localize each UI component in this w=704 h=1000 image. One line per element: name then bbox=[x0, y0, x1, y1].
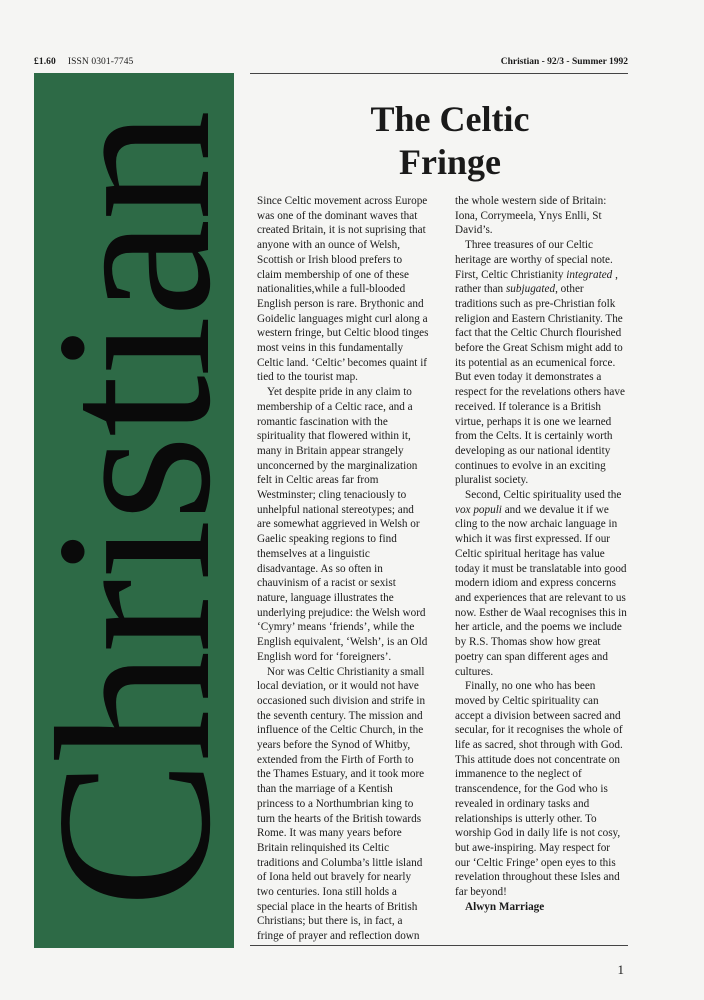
author-byline: Alwyn Marriage bbox=[465, 900, 545, 913]
paragraph-5-text-a: Second, Celtic spirituality used the bbox=[465, 489, 622, 502]
page-number: 1 bbox=[617, 962, 624, 977]
article-title bbox=[320, 98, 580, 184]
paragraph-4-text-b: , rather than bbox=[455, 268, 618, 296]
price-issn bbox=[34, 57, 133, 67]
masthead-panel bbox=[11, 73, 257, 948]
issn: ISSN 0301-7745 bbox=[67, 57, 134, 67]
paragraph-4 bbox=[455, 238, 627, 488]
emphasis-integrated: integrated bbox=[566, 268, 613, 281]
issue-info: Christian - 92/3 - Summer 1992 bbox=[500, 57, 628, 67]
paragraph-3: Nor was Celtic Christianity a small local deviation, or it would not have occasioned such division and strife in the seventh century. The mission and influence of the Celtic Church, in the years before the Synod of Whitby, extended from the Firth of Forth to the Thames Estuary, and it took more than the marriage of a Kentish princess to a Northumbrian king to turn the hearts of the British towards Rome. It was many years before Britain relinquished its Celtic traditions and Columba’s little island of Iona held out bravely for nearly two centuries. Iona still holds a special place in the hearts of British Christians; but there is, in fact, a fringe of prayer and reflection down the whole western side of Britain: Iona, Corrymeela, Ynys Enlli, St David’s. bbox=[257, 195, 607, 943]
emphasis-vox-populi: vox populi bbox=[455, 503, 502, 516]
paragraph-5-text-b: and we devalue it if we cling to the now archaic language in which it was first expressed. If our Celtic spiritual heritage has value today it must be translatable into good modern idiom and express concerns and experiences that are relevant to us now. Esther de Waal recognises this in her article, and the poems we include by R.S. Thomas show how great poetry can span different ages and cultures. bbox=[455, 503, 627, 678]
paragraph-6: Finally, no one who has been moved by Celtic spirituality can accept a division between sacred and secular, for it recognises the whole of life as sacred, shot through with God. This attitude does not concentrate on immanence to the neglect of transcendence, for the God who is revealed in ordinary tasks and relationships is utterly other. To worship God in daily life is not cosy, but awe-inspiring. May respect for our ‘Celtic Fringe’ open eyes to this revelation throughout these Isles and far beyond! bbox=[455, 680, 623, 899]
article-body bbox=[257, 194, 627, 944]
masthead-title: Christian bbox=[11, 112, 257, 908]
top-rule bbox=[250, 73, 628, 74]
paragraph-4-text-a: Three treasures of our Celtic heritage are worthy of special note. First, Celtic Christianity bbox=[455, 239, 613, 281]
article-title-line1: The Celtic bbox=[370, 99, 530, 139]
emphasis-subjugated: subjugated bbox=[505, 283, 556, 296]
paragraph-1: Since Celtic movement across Europe was one of the dominant waves that created Britain, it is not suprising that anyone with an ounce of Welsh, Scottish or Irish blood prefers to claim membership of one of these nationalities,while a full-blooded English person is rare. Brythonic and Goidelic languages might curl along a western fringe, but Celtic blood tinges most veins in this fundamentally Celtic land. ‘Celtic’ becomes quaint if tied to the tourist map. bbox=[257, 195, 429, 384]
article-title-line2: Fringe bbox=[399, 142, 501, 182]
paragraph-2: Yet despite pride in any claim to membership of a Celtic race, and a romantic fascination with the spirituality that flowered within it, many in Britain appear strangely unconcerned by the marginalization felt in Celtic areas far from Westminster; cling tenaciously to unhelpful national stereotypes; and are somewhat aggrieved in Welsh or Gaelic speaking regions to find themselves at a linguistic disadvantage. As so often in chauvinism of a racist or sexist nature, language illustrates the underlying prejudice: the Welsh word ‘Cymry’ means ‘friends’, while the English equivalent, ‘Welsh’, is an Old English word for ‘foreigners’. bbox=[257, 386, 428, 663]
paragraph-5 bbox=[455, 488, 627, 679]
bottom-rule bbox=[250, 945, 628, 946]
price: £1.60 bbox=[34, 57, 56, 67]
paragraph-4-text-c: , other traditions such as pre-Christian folk religion and Eastern Christianity. The fact that the Celtic Church flourished before the Great Schism might add to its potential as an ecumenical force. But even today it demonstrates a respect for the revelations others have received. If tolerance is a British virtue, perhaps it is one we learned from the Celts. It is certainly worth developing as our national identity continues to evolve in an exciting pluralist society. bbox=[455, 283, 625, 487]
